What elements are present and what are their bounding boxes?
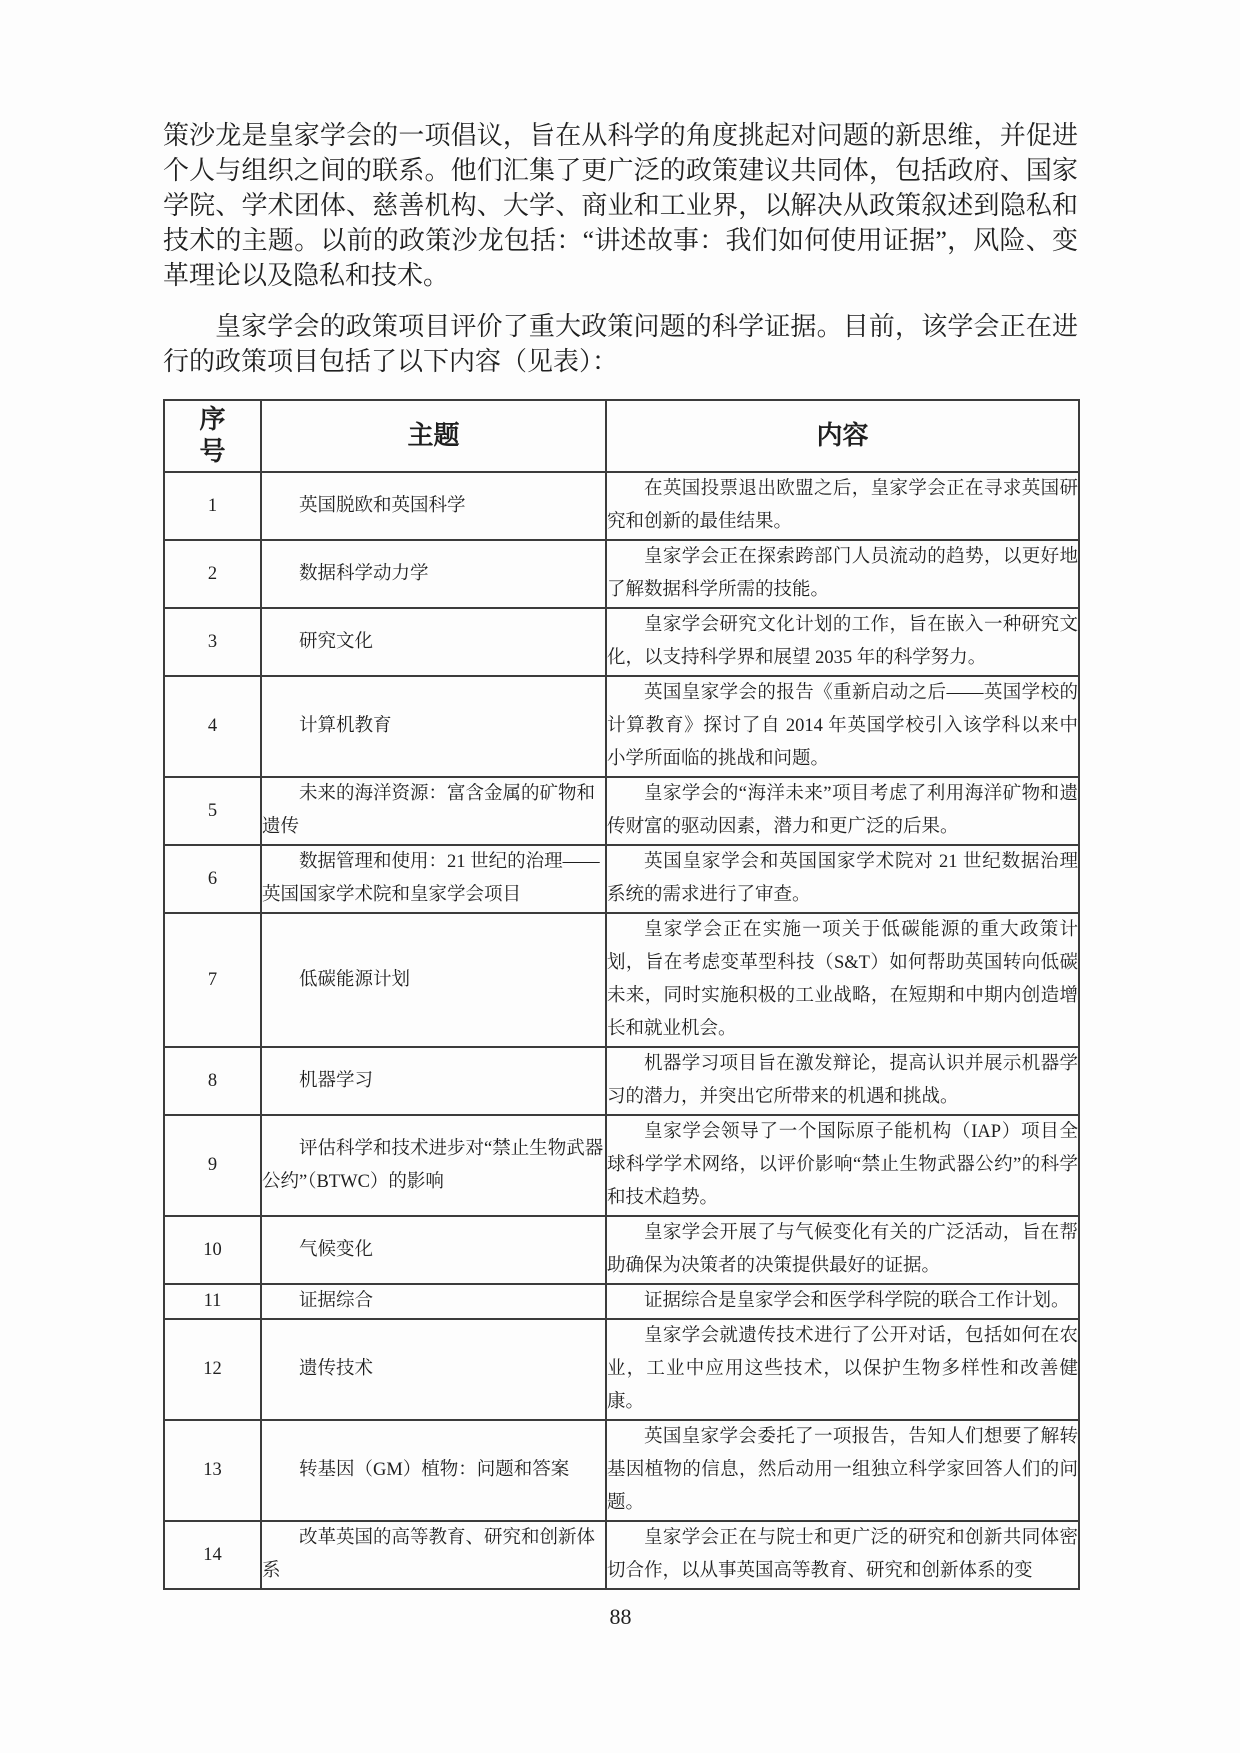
content-cell: 机器学习项目旨在激发辩论，提高认识并展示机器学习的潜力，并突出它所带来的机遇和挑战。: [606, 1047, 1079, 1115]
header-cell-content: 内容: [606, 400, 1079, 472]
topic-cell: 数据管理和使用：21 世纪的治理——英国国家学术院和皇家学会项目: [261, 845, 606, 913]
row-number-cell: 4: [164, 676, 261, 777]
row-number-cell: 1: [164, 472, 261, 540]
content-cell: 皇家学会开展了与气候变化有关的广泛活动，旨在帮助确保为决策者的决策提供最好的证据。: [606, 1216, 1079, 1284]
header-cell-topic: 主题: [261, 400, 606, 472]
content-cell: 在英国投票退出欧盟之后，皇家学会正在寻求英国研究和创新的最佳结果。: [606, 472, 1079, 540]
header-cell-number: 序号: [164, 400, 261, 472]
body-paragraph-1: 策沙龙是皇家学会的一项倡议，旨在从科学的角度挑起对问题的新思维，并促进个人与组织之间的联系。他们汇集了更广泛的政策建议共同体，包括政府、国家学院、学术团体、慈善机构、大学、商业和工业界，以解决从政策叙述到隐私和技术的主题。以前的政策沙龙包括：“讲述故事：我们如何使用证据”，风险、变革理论以及隐私和技术。: [163, 121, 1078, 290]
content-cell: 皇家学会研究文化计划的工作，旨在嵌入一种研究文化，以支持科学界和展望 2035 年的科学努力。: [606, 608, 1079, 676]
table-header-row: [164, 400, 1079, 472]
topic-cell: 改革英国的高等教育、研究和创新体系: [261, 1521, 606, 1589]
row-number-cell: 14: [164, 1521, 261, 1589]
content-cell: 皇家学会正在实施一项关于低碳能源的重大政策计划，旨在考虑变革型科技（S&T）如何帮助英国转向低碳未来，同时实施积极的工业战略，在短期和中期内创造增长和就业机会。: [606, 913, 1079, 1047]
topic-cell: 遗传技术: [261, 1319, 606, 1420]
content-cell: 皇家学会领导了一个国际原子能机构（IAP）项目全球科学学术网络，以评价影响“禁止生物武器公约”的科学和技术趋势。: [606, 1115, 1079, 1216]
topic-cell: 未来的海洋资源：富含金属的矿物和遗传: [261, 777, 606, 845]
row-number-cell: 5: [164, 777, 261, 845]
row-number-cell: 10: [164, 1216, 261, 1284]
topic-cell: 研究文化: [261, 608, 606, 676]
table-row: [164, 1420, 1079, 1521]
table-row: [164, 777, 1079, 845]
table-row: [164, 1521, 1079, 1589]
topic-cell: 证据综合: [261, 1284, 606, 1319]
table-row: [164, 1115, 1079, 1216]
table-row: [164, 1284, 1079, 1319]
content-cell: 英国皇家学会委托了一项报告，告知人们想要了解转基因植物的信息，然后动用一组独立科学家回答人们的问题。: [606, 1420, 1079, 1521]
topic-cell: 转基因（GM）植物：问题和答案: [261, 1420, 606, 1521]
topic-cell: 气候变化: [261, 1216, 606, 1284]
row-number-cell: 9: [164, 1115, 261, 1216]
body-paragraph-2: 皇家学会的政策项目评价了重大政策问题的科学证据。目前，该学会正在进行的政策项目包括了以下内容（见表）：: [163, 312, 1078, 376]
page-content: [163, 118, 1078, 1630]
page-number: 88: [609, 1604, 632, 1629]
table-row: [164, 540, 1079, 608]
content-cell: 皇家学会正在与院士和更广泛的研究和创新共同体密切合作，以从事英国高等教育、研究和创新体系的变: [606, 1521, 1079, 1589]
row-number-cell: 13: [164, 1420, 261, 1521]
topic-cell: 机器学习: [261, 1047, 606, 1115]
row-number-cell: 6: [164, 845, 261, 913]
table-row: [164, 1319, 1079, 1420]
content-cell: 皇家学会的“海洋未来”项目考虑了利用海洋矿物和遗传财富的驱动因素，潜力和更广泛的后果。: [606, 777, 1079, 845]
table-row: [164, 1047, 1079, 1115]
row-number-cell: 12: [164, 1319, 261, 1420]
topic-cell: 计算机教育: [261, 676, 606, 777]
row-number-cell: 11: [164, 1284, 261, 1319]
content-cell: 皇家学会就遗传技术进行了公开对话，包括如何在农业，工业中应用这些技术，以保护生物多样性和改善健康。: [606, 1319, 1079, 1420]
topic-cell: 低碳能源计划: [261, 913, 606, 1047]
content-cell: 证据综合是皇家学会和医学科学院的联合工作计划。: [606, 1284, 1079, 1319]
topic-cell: 评估科学和技术进步对“禁止生物武器公约”（BTWC）的影响: [261, 1115, 606, 1216]
topic-cell: 英国脱欧和英国科学: [261, 472, 606, 540]
row-number-cell: 8: [164, 1047, 261, 1115]
row-number-cell: 2: [164, 540, 261, 608]
table-row: [164, 913, 1079, 1047]
content-cell: 皇家学会正在探索跨部门人员流动的趋势，以更好地了解数据科学所需的技能。: [606, 540, 1079, 608]
content-cell: 英国皇家学会的报告《重新启动之后——英国学校的计算教育》探讨了自 2014 年英国学校引入该学科以来中小学所面临的挑战和问题。: [606, 676, 1079, 777]
row-number-cell: 7: [164, 913, 261, 1047]
table-row: [164, 472, 1079, 540]
table-row: [164, 1216, 1079, 1284]
topic-cell: 数据科学动力学: [261, 540, 606, 608]
policy-projects-table: [163, 399, 1080, 1590]
table-row: [164, 676, 1079, 777]
row-number-cell: 3: [164, 608, 261, 676]
table-row: [164, 845, 1079, 913]
table-row: [164, 608, 1079, 676]
content-cell: 英国皇家学会和英国国家学术院对 21 世纪数据治理系统的需求进行了审查。: [606, 845, 1079, 913]
